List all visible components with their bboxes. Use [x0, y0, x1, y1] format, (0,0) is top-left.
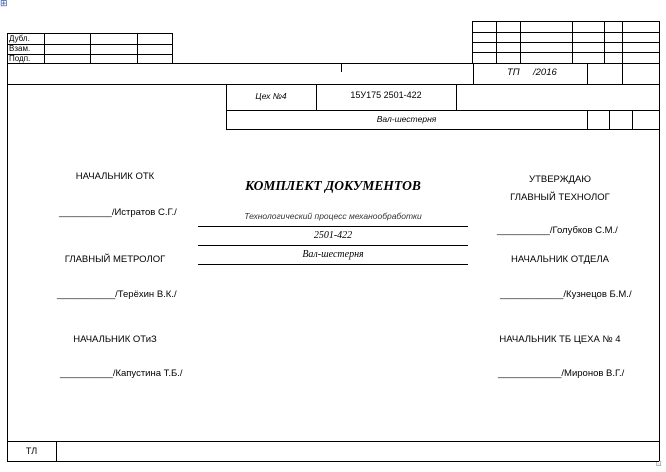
sig-left-1-name: __________/Истратов С.Г./	[59, 207, 177, 218]
sig-right-3-role: НАЧАЛЬНИК ТБ ЦЕХА № 4	[499, 334, 621, 345]
doc-year-label: /2016	[533, 67, 557, 78]
sig-right-2-role: НАЧАЛЬНИК ОТДЕЛА	[511, 254, 609, 265]
document-title: КОМПЛЕКТ ДОКУМЕНТОВ	[245, 178, 421, 193]
process-description: Технологический процесс механообработки	[244, 211, 422, 221]
sig-left-3-role: НАЧАЛЬНИК ОТиЗ	[73, 334, 157, 345]
sig-left-2-role: ГЛАВНЫЙ МЕТРОЛОГ	[64, 254, 166, 265]
stub-podp-label: Подп.	[9, 54, 31, 63]
bottom-right-marker: ⊡	[656, 461, 662, 468]
doc-code-label: 15У175 2501-422	[350, 90, 422, 100]
stub-dubl-label: Дубл.	[9, 34, 30, 43]
sig-right-3-name: ____________/Миронов В.Г./	[498, 368, 625, 379]
sig-right-2-name: ____________/Кузнецов Б.М./	[500, 289, 632, 300]
shop-label: Цех №4	[255, 91, 287, 101]
doc-type-label: ТП	[507, 67, 520, 78]
sig-left-3-name: __________/Капустина Т.Б./	[60, 368, 183, 379]
sig-right-1-role: ГЛАВНЫЙ ТЕХНОЛОГ	[510, 192, 610, 203]
top-left-marker: ⊞	[0, 0, 8, 8]
sig-left-1-role: НАЧАЛЬНИК ОТК	[75, 171, 155, 182]
sig-left-2-name: ___________/Терёхин В.К./	[57, 289, 177, 300]
sig-right-1-approve: УТВЕРЖДАЮ	[529, 174, 591, 185]
process-number: 2501-422	[313, 230, 353, 241]
footer-tl-label: ТЛ	[25, 446, 38, 456]
sig-right-1-name: __________/Голубков С.М./	[497, 225, 618, 236]
part-name-header: Вал-шестерня	[376, 114, 437, 124]
stub-vzam-label: Взам.	[9, 44, 31, 53]
center-part-name: Вал-шестерня	[302, 249, 364, 260]
